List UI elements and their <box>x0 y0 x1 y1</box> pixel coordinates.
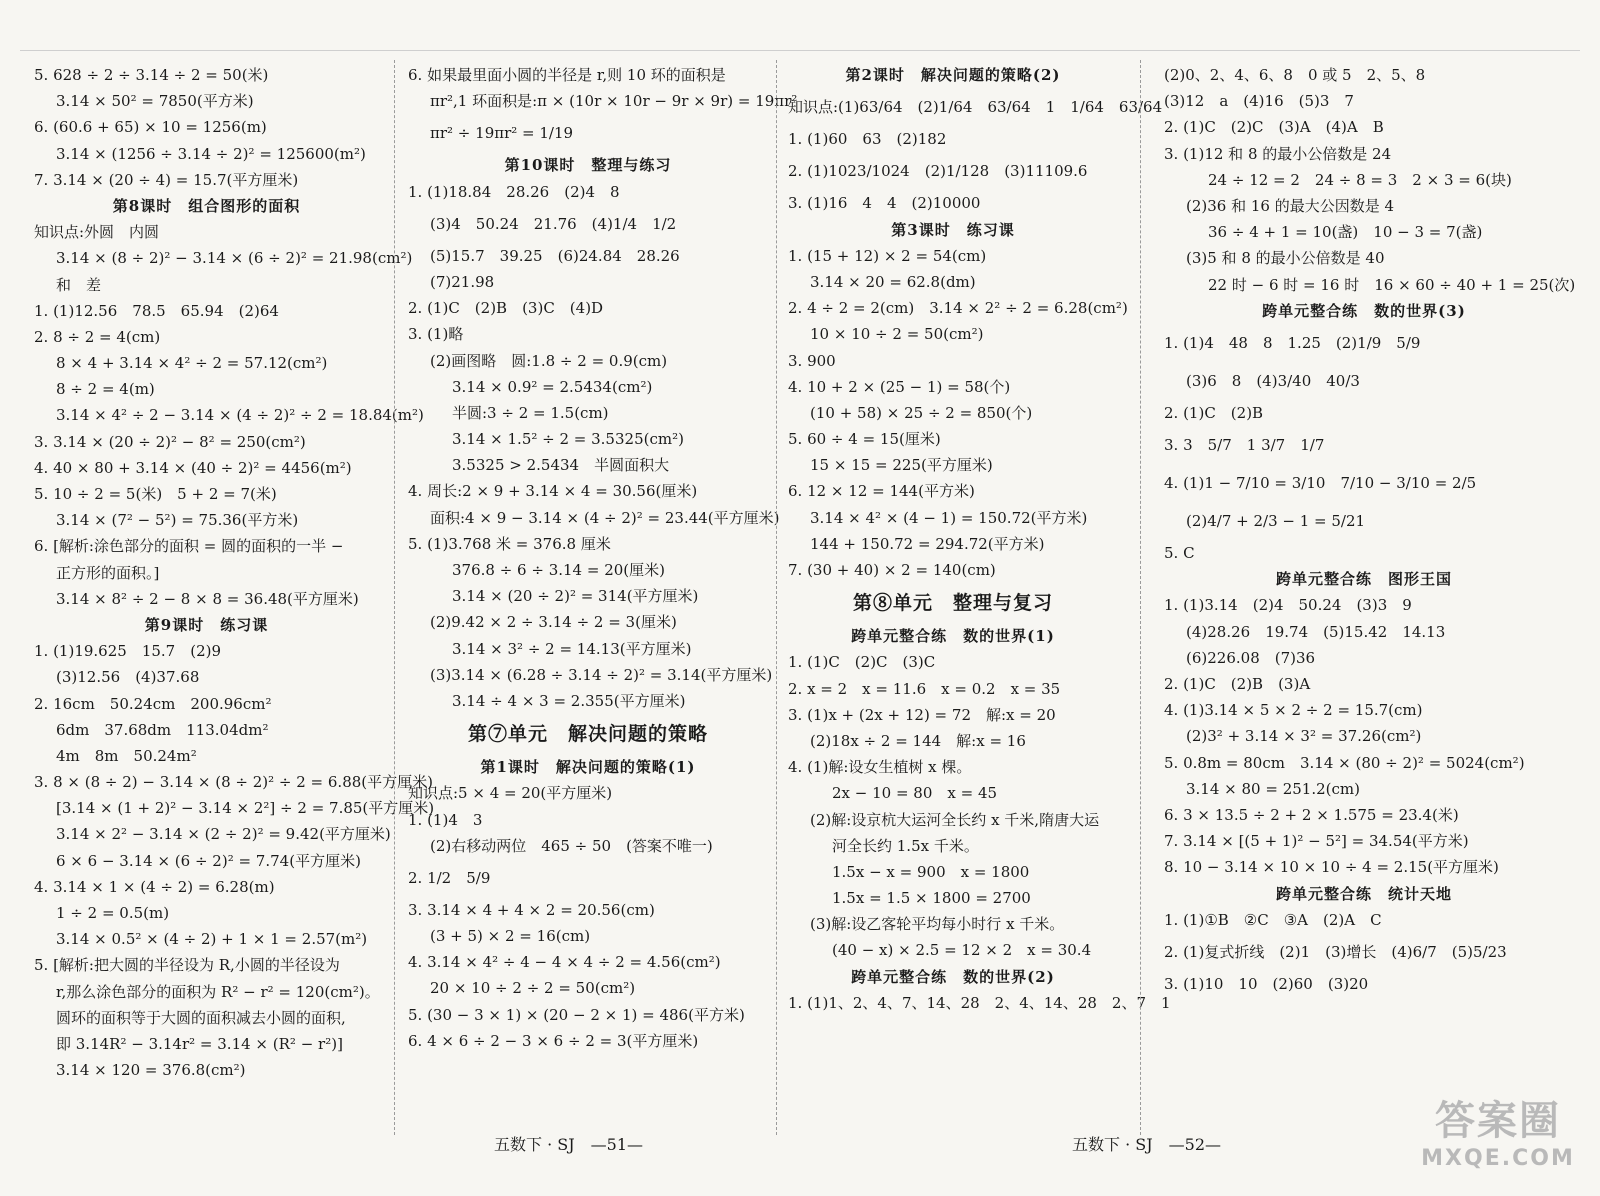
answer-line: 3.14 × 80 = 251.2(cm) <box>1186 779 1360 798</box>
answer-line: 3. 3.14 × (20 ÷ 2)² − 8² = 250(cm²) <box>34 432 306 451</box>
answer-line: 7. 3.14 × [(5 + 1)² − 5²] = 34.54(平方米) <box>1164 832 1469 851</box>
answer-line: 2. (1)C (2)B (3)C (4)D <box>408 299 604 318</box>
answer-line: 15 × 15 = 225(平方厘米) <box>810 456 993 475</box>
answer-line: 1 ÷ 2 = 0.5(m) <box>56 904 170 922</box>
answer-line: 376.8 ÷ 6 ÷ 3.14 = 20(厘米) <box>452 561 665 579</box>
answer-line: 3. (1)x + (2x + 12) = 72 解:x = 20 <box>788 705 1056 724</box>
answer-line: (2)画图略 圆:1.8 ÷ 2 = 0.9(cm) <box>430 351 668 370</box>
top-rule <box>20 50 1580 51</box>
answer-line: 3.14 × 3² ÷ 2 = 14.13(平方厘米) <box>452 639 692 658</box>
answer-line: 2x − 10 = 80 x = 45 <box>832 784 998 803</box>
answer-line: 5. (30 − 3 × 1) × (20 − 2 × 1) = 486(平方米) <box>408 1005 745 1024</box>
column-divider <box>1140 60 1141 1135</box>
answer-line: 3.14 × (7² − 5²) = 75.36(平方米) <box>56 511 299 530</box>
answer-line: πr² ÷ 19πr² = 1/19 <box>430 124 574 143</box>
answer-line: (3)解:设乙客轮平均每小时行 x 千米。 <box>810 915 1065 934</box>
answer-line: (2)0、2、4、6、8 0 或 5 2、5、8 <box>1164 66 1426 84</box>
answer-line: 4. 10 + 2 × (25 − 1) = 58(个) <box>788 377 1011 396</box>
answer-line: 1. (1)4 48 8 1.25 (2)1/9 5/9 <box>1164 333 1421 352</box>
section-heading: 跨单元整合练 图形王国 <box>1275 570 1452 589</box>
answer-line: 5. 0.8m = 80cm 3.14 × (80 ÷ 2)² = 5024(cm²) <box>1164 753 1525 772</box>
answer-line: (3)6 8 (4)3/40 40/3 <box>1186 371 1360 390</box>
answer-line: 8 × 4 + 3.14 × 4² ÷ 2 = 57.12(cm²) <box>56 354 328 373</box>
answer-line: 2. 16cm 50.24cm 200.96cm² <box>34 694 272 713</box>
answer-line: 3.14 × 20 = 62.8(dm) <box>810 272 976 291</box>
answer-line: 1. (1)19.625 15.7 (2)9 <box>34 642 222 661</box>
answer-line: 6 × 6 − 3.14 × (6 ÷ 2)² = 7.74(平方厘米) <box>56 851 361 870</box>
answer-line: 5. 60 ÷ 4 = 15(厘米) <box>788 430 941 449</box>
column-3 <box>788 62 1171 1016</box>
answer-line: 河全长约 1.5x 千米。 <box>832 836 979 855</box>
answer-line: 10 × 10 ÷ 2 = 50(cm²) <box>810 325 984 344</box>
answer-line: 1. (1)C (2)C (3)C <box>788 653 936 672</box>
section-heading: 跨单元整合练 数的世界(2) <box>851 967 1055 986</box>
answer-line: r,那么涂色部分的面积为 R² − r² = 120(cm²)。 <box>56 982 380 1001</box>
answer-line: (40 − x) × 2.5 = 12 × 2 x = 30.4 <box>832 941 1092 960</box>
section-heading: 跨单元整合练 数的世界(1) <box>851 627 1055 646</box>
answer-line: 1. (1)60 63 (2)182 <box>788 130 947 149</box>
answer-line: 3.5325 > 2.5434 半圆面积大 <box>452 456 670 475</box>
answer-line: 1.5x − x = 900 x = 1800 <box>832 862 1030 881</box>
section-heading: 第9课时 练习课 <box>144 615 269 634</box>
answer-line: (3 + 5) × 2 = 16(cm) <box>430 927 591 946</box>
column-2 <box>408 62 798 1054</box>
answer-line: 4. (1)1 − 7/10 = 3/10 7/10 − 3/10 = 2/5 <box>1164 474 1477 493</box>
answer-line: 3.14 × 1.5² ÷ 2 = 3.5325(cm²) <box>452 430 684 449</box>
answer-line: 4. (1)3.14 × 5 × 2 ÷ 2 = 15.7(cm) <box>1164 701 1423 720</box>
answer-line: 1.5x = 1.5 × 1800 = 2700 <box>832 889 1031 908</box>
answer-line: 1. (1)①B ②C ③A (2)A C <box>1164 910 1382 929</box>
answer-line: 5. [解析:把大圆的半径设为 R,小圆的半径设为 <box>34 956 340 975</box>
answer-line: 2. 8 ÷ 2 = 4(cm) <box>34 327 161 346</box>
answer-line: 2. (1)1023/1024 (2)1/128 (3)11109.6 <box>788 162 1088 181</box>
section-heading: 第2课时 解决问题的策略(2) <box>845 66 1061 84</box>
answer-line: 4. 40 × 80 + 3.14 × (40 ÷ 2)² = 4456(m²) <box>34 458 352 477</box>
answer-line: 2. (1)C (2)C (3)A (4)A B <box>1164 118 1384 137</box>
answer-line: 3. (1)略 <box>408 325 464 344</box>
answer-line: 2. 4 ÷ 2 = 2(cm) 3.14 × 2² ÷ 2 = 6.28(cm²) <box>788 299 1128 318</box>
answer-line: 6. 4 × 6 ÷ 2 − 3 × 6 ÷ 2 = 3(平方厘米) <box>408 1031 699 1050</box>
answer-line: 4. 周长:2 × 9 + 3.14 × 4 = 30.56(厘米) <box>408 482 698 501</box>
answer-line: 144 + 150.72 = 294.72(平方米) <box>810 534 1045 553</box>
answer-line: (2)36 和 16 的最大公因数是 4 <box>1186 196 1395 215</box>
answer-line: πr²,1 环面积是:π × (10r × 10r − 9r × 9r) = 19πr² <box>430 92 798 111</box>
answer-line: 20 × 10 ÷ 2 ÷ 2 = 50(cm²) <box>430 979 636 998</box>
answer-line: (2)右移动两位 465 ÷ 50 (答案不唯一) <box>430 836 713 855</box>
unit-heading: 第⑦单元 解决问题的策略 <box>467 723 708 746</box>
answer-line: (2)解:设京杭大运河全长约 x 千米,隋唐大运 <box>810 810 1100 829</box>
answer-line: 半圆:3 ÷ 2 = 1.5(cm) <box>452 403 609 422</box>
column-divider <box>394 60 395 1135</box>
section-heading: 跨单元整合练 数的世界(3) <box>1262 301 1466 320</box>
answer-line: (3)5 和 8 的最小公倍数是 40 <box>1186 249 1385 268</box>
column-4 <box>1164 62 1576 997</box>
answer-line: 7. (30 + 40) × 2 = 140(cm) <box>788 561 996 579</box>
answer-line: 3. 3.14 × 4 + 4 × 2 = 20.56(cm) <box>408 900 655 919</box>
answer-line: (3)12 a (4)16 (5)3 7 <box>1164 92 1354 111</box>
answer-line: 3.14 ÷ 4 × 3 = 2.355(平方厘米) <box>452 691 686 710</box>
answer-line: 3.14 × (20 ÷ 2)² = 314(平方厘米) <box>452 587 699 606</box>
answer-line: 和 差 <box>56 275 102 294</box>
answer-line: 6dm 37.68dm 113.04dm² <box>56 720 269 739</box>
section-heading: 第8课时 组合图形的面积 <box>112 196 301 215</box>
answer-line: 3. (1)12 和 8 的最小公倍数是 24 <box>1164 144 1392 163</box>
answer-line: (2)4/7 + 2/3 − 1 = 5/21 <box>1186 512 1366 531</box>
answer-line: 2. (1)C (2)B <box>1164 403 1264 422</box>
section-heading: 跨单元整合练 统计天地 <box>1275 884 1452 903</box>
answer-line: 3. 8 × (8 ÷ 2) − 3.14 × (8 ÷ 2)² ÷ 2 = 6.88(平方厘米) <box>34 773 433 792</box>
answer-line: 3. (1)10 10 (2)60 (3)20 <box>1164 974 1369 993</box>
answer-line: 知识点:外圆 内圆 <box>34 223 160 242</box>
section-heading: 第10课时 整理与练习 <box>504 156 672 175</box>
answer-line: [3.14 × (1 + 2)² − 3.14 × 2²] ÷ 2 = 7.85(平方厘米) <box>56 799 435 818</box>
answer-line: (2)9.42 × 2 ÷ 3.14 ÷ 2 = 3(厘米) <box>430 613 677 632</box>
column-1 <box>34 62 435 1083</box>
section-heading: 第1课时 解决问题的策略(1) <box>480 758 696 777</box>
unit-heading: 第⑧单元 整理与复习 <box>852 592 1053 615</box>
answer-line: 2. 1/2 5/9 <box>408 868 491 887</box>
page-fold <box>776 60 777 1135</box>
answer-line: 6. 12 × 12 = 144(平方米) <box>788 482 975 501</box>
answer-line: 8. 10 − 3.14 × 10 × 10 ÷ 4 = 2.15(平方厘米) <box>1164 858 1499 877</box>
answer-line: 6. (60.6 + 65) × 10 = 1256(m) <box>34 118 267 137</box>
answer-line: 5. 10 ÷ 2 = 5(米) 5 + 2 = 7(米) <box>34 485 277 503</box>
answer-line: 1. (15 + 12) × 2 = 54(cm) <box>788 246 987 265</box>
answer-line: 面积:4 × 9 − 3.14 × (4 ÷ 2)² = 23.44(平方厘米) <box>430 508 780 527</box>
answer-line: (3)12.56 (4)37.68 <box>56 668 200 687</box>
page-footer-left: 五数下 · SJ —51— <box>494 1135 643 1154</box>
answer-line: 5. C <box>1164 544 1195 563</box>
answer-line: 24 ÷ 12 = 2 24 ÷ 8 = 3 2 × 3 = 6(块) <box>1208 170 1512 189</box>
answer-line: (6)226.08 (7)36 <box>1186 648 1316 667</box>
answer-line: 36 ÷ 4 + 1 = 10(盏) 10 − 3 = 7(盏) <box>1208 223 1483 242</box>
watermark-logo <box>1412 1098 1584 1188</box>
answer-line: 1. (1)4 3 <box>408 810 483 829</box>
answer-line: 7. 3.14 × (20 ÷ 4) = 15.7(平方厘米) <box>34 170 299 189</box>
answer-line: (5)15.7 39.25 (6)24.84 28.26 <box>430 246 680 265</box>
answer-line: 6. 如果最里面小圆的半径是 r,则 10 环的面积是 <box>408 66 726 84</box>
answer-line: 3.14 × 50² = 7850(平方米) <box>56 92 254 111</box>
answer-line: (3)3.14 × (6.28 ÷ 3.14 ÷ 2)² = 3.14(平方厘米) <box>430 665 773 684</box>
answer-line: 3.14 × 4² ÷ 2 − 3.14 × (4 ÷ 2)² ÷ 2 = 18.84(m²) <box>56 406 424 425</box>
answer-line: 5. 628 ÷ 2 ÷ 3.14 ÷ 2 = 50(米) <box>34 66 269 84</box>
answer-line: (7)21.98 <box>430 272 495 291</box>
watermark-line2: MXQE.COM <box>1421 1146 1575 1171</box>
answer-line: 4. (1)解:设女生植树 x 棵。 <box>788 758 972 777</box>
watermark-line1: 答案圈 <box>1435 1098 1561 1144</box>
section-heading: 第3课时 练习课 <box>891 220 1015 239</box>
answer-line: 1. (1)1、2、4、7、14、28 2、4、14、28 2、7 1 <box>788 993 1171 1012</box>
answer-line: 3.14 × (8 ÷ 2)² − 3.14 × (6 ÷ 2)² = 21.98(cm²) <box>56 249 413 268</box>
answer-line: 3.14 × (1256 ÷ 3.14 ÷ 2)² = 125600(m²) <box>56 144 366 163</box>
answer-line: 3.14 × 4² × (4 − 1) = 150.72(平方米) <box>810 508 1088 527</box>
answer-line: 3.14 × 0.9² = 2.5434(cm²) <box>452 377 653 396</box>
answer-line: 3. (1)16 4 4 (2)10000 <box>788 194 981 213</box>
answer-line: 圆环的面积等于大圆的面积减去小圆的面积, <box>56 1008 346 1027</box>
answer-line: 3.14 × 0.5² × (4 ÷ 2) + 1 × 1 = 2.57(m²) <box>56 930 368 949</box>
answer-line: 6. 3 × 13.5 ÷ 2 + 2 × 1.575 = 23.4(米) <box>1164 805 1459 824</box>
answer-line: 2. (1)复式折线 (2)1 (3)增长 (4)6/7 (5)5/23 <box>1164 942 1507 961</box>
answer-line: 知识点:(1)63/64 (2)1/64 63/64 1 1/64 63/64 <box>788 98 1163 117</box>
answer-line: 1. (1)3.14 (2)4 50.24 (3)3 9 <box>1164 596 1412 615</box>
answer-line: 6. [解析:涂色部分的面积 = 圆的面积的一半 − <box>34 537 344 556</box>
answer-line: 1. (1)18.84 28.26 (2)4 8 <box>408 182 620 201</box>
answer-line: 1. (1)12.56 78.5 65.94 (2)64 <box>34 301 279 320</box>
answer-line: (3)4 50.24 21.76 (4)1/4 1/2 <box>430 214 677 233</box>
answer-line: 4. 3.14 × 4² ÷ 4 − 4 × 4 ÷ 2 = 4.56(cm²) <box>408 953 721 972</box>
answer-line: 3.14 × 120 = 376.8(cm²) <box>56 1061 246 1080</box>
answer-line: (10 + 58) × 25 ÷ 2 = 850(个) <box>810 403 1033 422</box>
answer-line: 5. (1)3.768 米 = 376.8 厘米 <box>408 534 611 553</box>
answer-line: 3.14 × 8² ÷ 2 − 8 × 8 = 36.48(平方厘米) <box>56 589 359 608</box>
answer-line: 2. (1)C (2)B (3)A <box>1164 675 1311 693</box>
answer-line: 3. 3 5/7 1 3/7 1/7 <box>1164 436 1325 455</box>
answer-line: 即 3.14R² − 3.14r² = 3.14 × (R² − r²)] <box>56 1034 343 1053</box>
answer-line: 4. 3.14 × 1 × (4 ÷ 2) = 6.28(m) <box>34 877 275 896</box>
page-footer-right: 五数下 · SJ —52— <box>1072 1135 1221 1154</box>
answer-line: 8 ÷ 2 = 4(m) <box>56 380 155 399</box>
answer-line: (2)3² + 3.14 × 3² = 37.26(cm²) <box>1186 727 1422 746</box>
answer-line: 知识点:5 × 4 = 20(平方厘米) <box>408 784 613 803</box>
answer-line: (4)28.26 19.74 (5)15.42 14.13 <box>1186 622 1446 641</box>
answer-line: 3.14 × 2² − 3.14 × (2 ÷ 2)² = 9.42(平方厘米) <box>56 825 391 844</box>
answer-line: 22 时 − 6 时 = 16 时 16 × 60 ÷ 40 + 1 = 25(次) <box>1208 275 1576 294</box>
answer-line: 3. 900 <box>788 351 836 370</box>
answer-line: 正方形的面积。] <box>56 563 160 582</box>
answer-line: 2. x = 2 x = 11.6 x = 0.2 x = 35 <box>788 679 1061 698</box>
answer-line: 4m 8m 50.24m² <box>56 746 197 765</box>
answer-line: (2)18x ÷ 2 = 144 解:x = 16 <box>810 731 1026 750</box>
